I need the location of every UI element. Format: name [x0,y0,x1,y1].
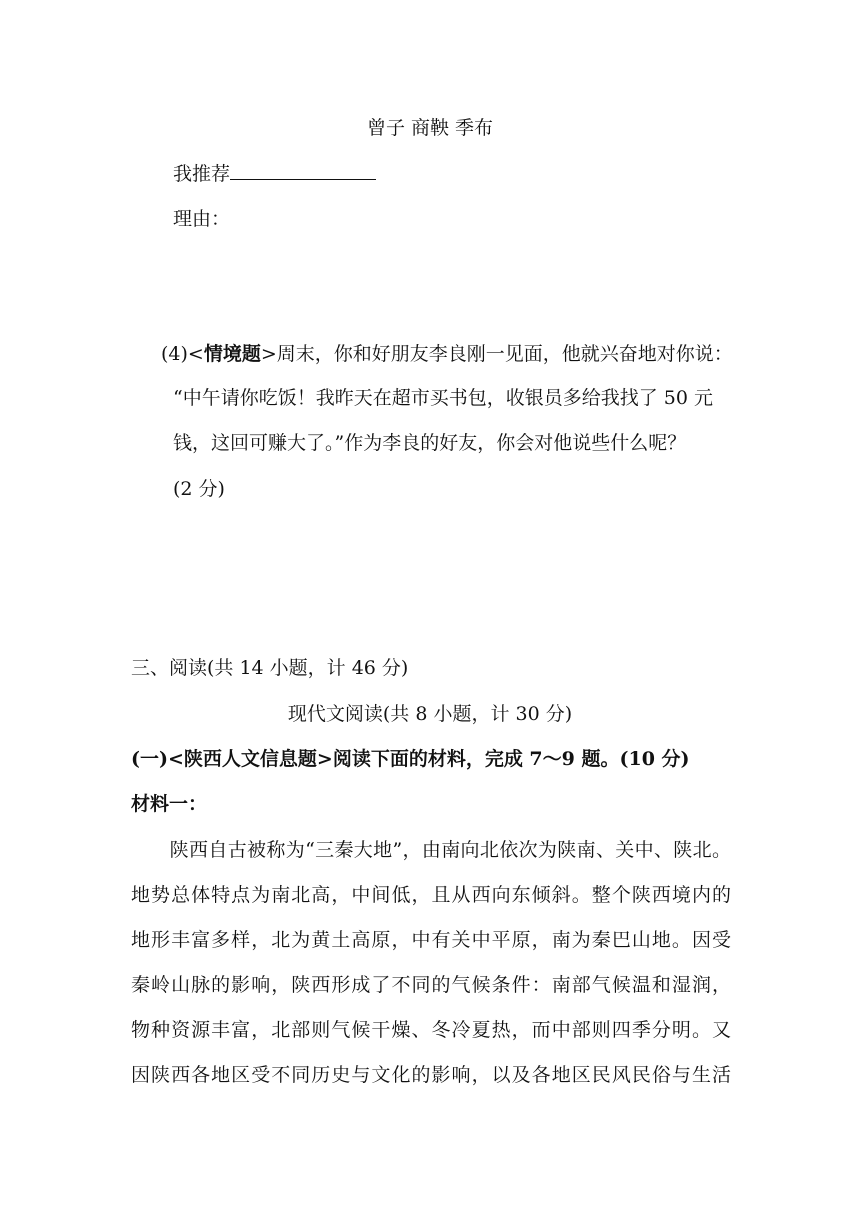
recommend-label: 我推荐 [173,163,231,185]
paragraph-line: 地势总体特点为南北高，中间低，且从西向东倾斜。整个陕西境内的 [131,884,731,906]
recommend-blank[interactable] [230,161,376,180]
paragraph-line: 物种资源丰富，北部则气候干燥、冬冷夏热，而中部则四季分明。又 [131,1019,731,1041]
q4-tag: 情境题 [203,343,261,365]
part1-heading: (一)<陕西人文信息题>阅读下面的材料，完成 7～9 题。(10 分) [131,748,690,770]
recommend-line [173,161,376,186]
choices-line: 曾子 商鞅 季布 [366,117,494,139]
q4-line-4: (2 分) [173,478,225,500]
reason-label: 理由： [173,208,231,230]
modern-reading-title: 现代文阅读(共 8 小题，计 30 分) [287,703,573,725]
paragraph-line: 因陕西各地区受不同历史与文化的影响，以及各地区民风民俗与生活 [131,1064,731,1086]
q4-line-2: “中午请你吃饭！我昨天在超市买书包，收银员多给我找了 50 元 [173,387,713,409]
paragraph-line: 秦岭山脉的影响，陕西形成了不同的气候条件：南部气候温和湿润， [131,974,731,996]
material1-label: 材料一： [131,793,208,815]
q4-line-1 [161,342,733,366]
q4-prefix: (4)< [161,343,204,365]
paragraph-line: 地形丰富多样，北为黄土高原，中有关中平原，南为秦巴山地。因受 [131,929,731,951]
paragraph-line: 陕西自古被称为“三秦大地”，由南向北依次为陕南、关中、陕北。 [131,839,731,861]
q4-line1-rest: >周末，你和好朋友李良刚一见面，他就兴奋地对你说： [260,343,733,365]
section3-title: 三、阅读(共 14 小题，计 46 分) [131,657,409,679]
q4-line-3: 钱，这回可赚大了。”作为李良的好友，你会对他说些什么呢？ [173,432,687,454]
